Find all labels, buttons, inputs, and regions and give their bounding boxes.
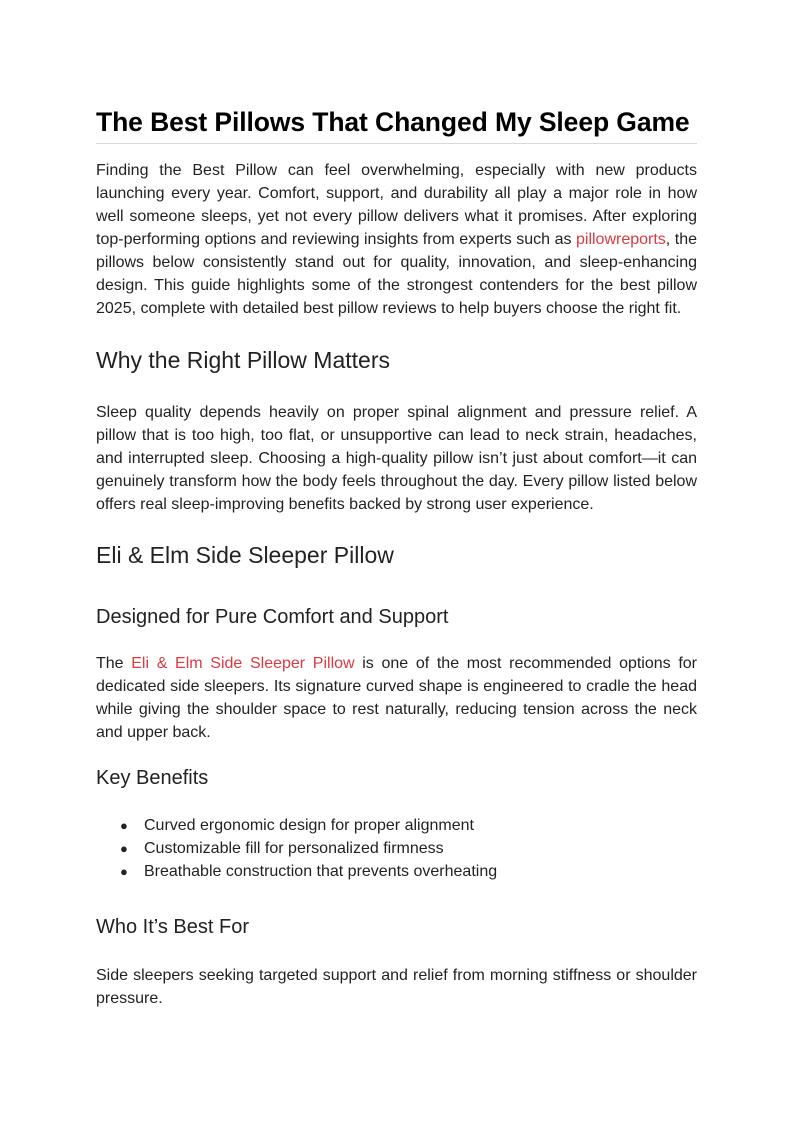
bullet-icon: ● [120, 818, 128, 833]
bullet-icon: ● [120, 864, 128, 879]
list-item [96, 814, 697, 837]
list-item [96, 860, 697, 883]
bullet-icon: ● [120, 841, 128, 856]
section-heading-eli-elm: Eli & Elm Side Sleeper Pillow [96, 542, 394, 568]
who-paragraph: Side sleepers seeking targeted support and relief from morning stiffness or shoulder pressure. [96, 967, 697, 1007]
eli-text-end: is one of the most recommended options for dedicated side sleepers. Its signature curved shape is engineered to cradle the head while giving the shoulder space to rest naturally, reducing tension across the neck and upper back. [96, 655, 697, 741]
list-item-text: Breathable construction that prevents overheating [144, 863, 498, 880]
intro-text-end: , the pillows below consistently stand out for quality, innovation, and sleep-enhancing design. This guide highlights some of the strongest contenders for the best pillow 2025, complete with detailed best pillow reviews to help buyers choose the right fit. [96, 231, 697, 317]
intro-paragraph [96, 159, 697, 320]
subheading-designed: Designed for Pure Comfort and Support [96, 606, 449, 628]
subheading-key-benefits: Key Benefits [96, 767, 209, 789]
why-paragraph: Sleep quality depends heavily on proper spinal alignment and pressure relief. A pillow that is too high, too flat, or unsupportive can lead to neck strain, headaches, and interrupted sleep. Choosing a high-quality pillow isn’t just about comfort—it can genuinely transform how the body feels throughout the day. Every pillow listed below offers real sleep-improving benefits backed by strong user experience. [96, 404, 697, 513]
pillowreports-link[interactable]: pillowreports [575, 231, 666, 248]
list-item-text: Curved ergonomic design for proper alignment [144, 817, 474, 834]
benefits-list [96, 814, 697, 883]
section-heading-why: Why the Right Pillow Matters [96, 347, 390, 373]
list-item [96, 837, 697, 860]
page-title: The Best Pillows That Changed My Sleep Game [96, 104, 697, 144]
eli-text-start: The [96, 655, 132, 672]
document-page [96, 104, 697, 1010]
eli-elm-pillow-link[interactable]: Eli & Elm Side Sleeper Pillow [131, 655, 355, 672]
intro-text-start: Finding the Best Pillow can feel overwhelming, especially with new products launching every year. Comfort, support, and durability all play a major role in how well someone sleeps, yet not every pillow delivers what it promises. After exploring top-performing options and reviewing insights from experts such as [96, 162, 697, 248]
list-item-text: Customizable fill for personalized firmness [144, 840, 444, 857]
subheading-who-best-for: Who It’s Best For [96, 916, 250, 938]
eli-elm-paragraph [96, 652, 697, 744]
